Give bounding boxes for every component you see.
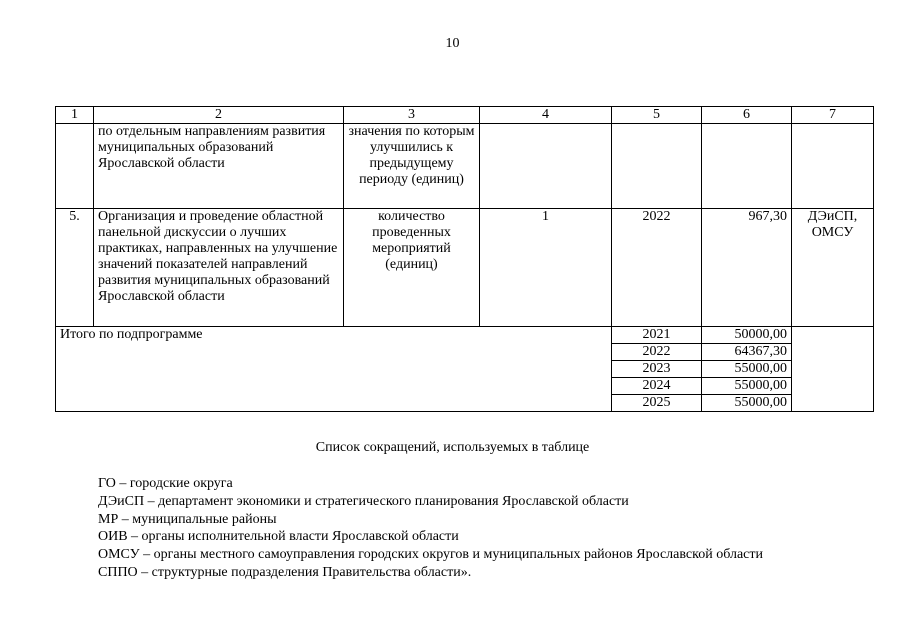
abbreviations-list bbox=[98, 475, 763, 582]
total-year: 2024 bbox=[612, 378, 702, 395]
total-amount: 55000,00 bbox=[702, 361, 792, 378]
table-row bbox=[56, 209, 874, 327]
total-amount: 55000,00 bbox=[702, 378, 792, 395]
indicator-value bbox=[480, 124, 612, 209]
abbreviation-item: ДЭиСП – департамент экономики и стратегического планирования Ярославской области bbox=[98, 493, 629, 509]
indicator-value: 1 bbox=[480, 209, 612, 327]
header-cell: 1 bbox=[56, 107, 94, 124]
table-header-row bbox=[56, 107, 874, 124]
indicator-name: значения по которым улучшились к предыдущему периоду (единиц) bbox=[344, 124, 480, 209]
total-executor-cell bbox=[792, 327, 874, 412]
executor-cell: ДЭиСП, ОМСУ bbox=[792, 209, 874, 327]
abbreviation-item: ОМСУ – органы местного самоуправления городских округов и муниципальных районов Ярославской области bbox=[98, 547, 763, 563]
total-year: 2022 bbox=[612, 344, 702, 361]
header-cell: 7 bbox=[792, 107, 874, 124]
total-amount: 64367,30 bbox=[702, 344, 792, 361]
abbreviation-item: МР – муниципальные районы bbox=[98, 511, 277, 527]
abbreviations-title: Список сокращений, используемых в таблице bbox=[315, 440, 590, 455]
header-cell: 5 bbox=[612, 107, 702, 124]
row-number bbox=[56, 124, 94, 209]
abbreviation-item: СППО – структурные подразделения Правительства области». bbox=[98, 564, 472, 580]
year-cell bbox=[612, 124, 702, 209]
abbreviation-item: ГО – городские округа bbox=[98, 476, 233, 491]
total-amount: 55000,00 bbox=[702, 395, 792, 412]
amount-cell bbox=[702, 124, 792, 209]
abbreviation-item: ОИВ – органы исполнительной власти Ярославской области bbox=[98, 529, 459, 545]
total-amount: 50000,00 bbox=[702, 327, 792, 344]
header-cell: 4 bbox=[480, 107, 612, 124]
executor-cell bbox=[792, 124, 874, 209]
table-row bbox=[56, 124, 874, 209]
total-year: 2023 bbox=[612, 361, 702, 378]
row-number: 5. bbox=[56, 209, 94, 327]
header-cell: 3 bbox=[344, 107, 480, 124]
indicator-name: количество проведенных мероприятий (единиц) bbox=[344, 209, 480, 327]
measure-name: Организация и проведение областной панельной дискуссии о лучших практиках, направленных на улучшение значений показателей направлений развития муниципальных образований Ярославской области bbox=[94, 209, 344, 327]
amount-cell: 967,30 bbox=[702, 209, 792, 327]
subprogram-table bbox=[55, 106, 874, 412]
measure-name: по отдельным направлениям развития муниципальных образований Ярославской области bbox=[94, 124, 344, 209]
total-year: 2025 bbox=[612, 395, 702, 412]
total-year: 2021 bbox=[612, 327, 702, 344]
header-cell: 2 bbox=[94, 107, 344, 124]
total-row bbox=[56, 327, 874, 344]
page-number: 10 bbox=[445, 36, 460, 51]
header-cell: 6 bbox=[702, 107, 792, 124]
total-label: Итого по подпрограмме bbox=[56, 327, 612, 412]
year-cell: 2022 bbox=[612, 209, 702, 327]
